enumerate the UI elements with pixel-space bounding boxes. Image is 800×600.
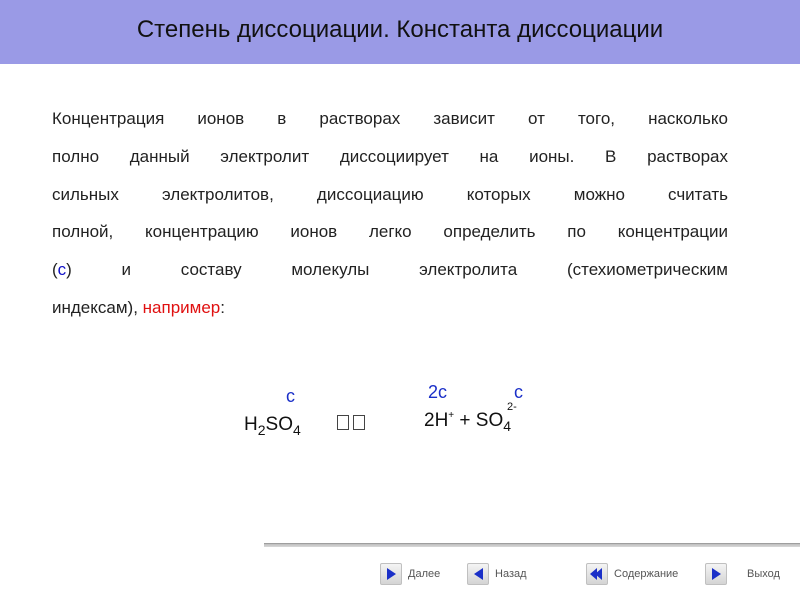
main-paragraph — [52, 100, 728, 327]
title-bar — [0, 0, 800, 64]
arrow-glyph-1 — [337, 415, 349, 430]
formula-h: H — [244, 414, 258, 435]
paragraph-line-3: сильных электролитов, диссоциацию которых можно считать — [52, 184, 728, 204]
example-link[interactable]: например — [142, 297, 221, 317]
paragraph-line-6-text: индексам), — [52, 297, 143, 317]
concentration-symbol: с — [57, 260, 67, 280]
right-coefficient-hydrogen: 2с — [428, 382, 448, 402]
next-label: Далее — [408, 568, 441, 580]
ions-formula — [424, 401, 521, 434]
next-arrow-icon — [380, 563, 402, 585]
sulfate-ion: + SO — [454, 410, 504, 431]
right-coefficient-sulfate: с — [514, 382, 523, 402]
left-coefficient: с — [286, 386, 295, 406]
paragraph-line-4: полной, концентрацию ионов легко определить по концентрации — [52, 222, 728, 242]
sulfate-charge: 2- — [507, 401, 517, 413]
back-arrow-icon — [467, 563, 489, 585]
paren-open: ( — [52, 260, 58, 280]
dissociation-arrow-icon — [337, 415, 365, 430]
hydrogen-charge: + — [448, 410, 455, 421]
exit-button[interactable] — [705, 563, 780, 585]
exit-label: Выход — [747, 568, 780, 580]
slide-title: Степень диссоциации. Константа диссоциации — [136, 16, 664, 43]
back-label: Назад — [495, 568, 527, 580]
formula-h-subscript: 2 — [257, 422, 266, 438]
next-button[interactable] — [380, 563, 440, 585]
paragraph-line-6 — [52, 289, 728, 327]
back-button[interactable] — [467, 563, 527, 585]
paragraph-line-2: полно данный электролит диссоциирует на ионы. В растворах — [52, 146, 728, 166]
sulfate-subscript: 4 — [503, 418, 512, 434]
footer-divider — [264, 543, 800, 547]
contents-label: Содержание — [614, 568, 679, 580]
arrow-glyph-2 — [353, 415, 365, 430]
colon: : — [220, 297, 225, 317]
paragraph-line-1: Концентрация ионов в растворах зависит от того, насколько — [52, 109, 728, 128]
paragraph-line-5 — [52, 251, 728, 289]
contents-button[interactable] — [586, 563, 678, 585]
sulfuric-acid-formula — [244, 414, 301, 436]
exit-arrow-icon — [705, 563, 727, 585]
paragraph-line-5-rest: ) и составу молекулы электролита (стехиометрическим — [66, 260, 728, 280]
formula-so: SO — [265, 414, 293, 435]
contents-rewind-icon — [586, 563, 608, 585]
hydrogen-ion: 2H — [424, 410, 449, 431]
formula-so-subscript: 4 — [292, 422, 301, 438]
